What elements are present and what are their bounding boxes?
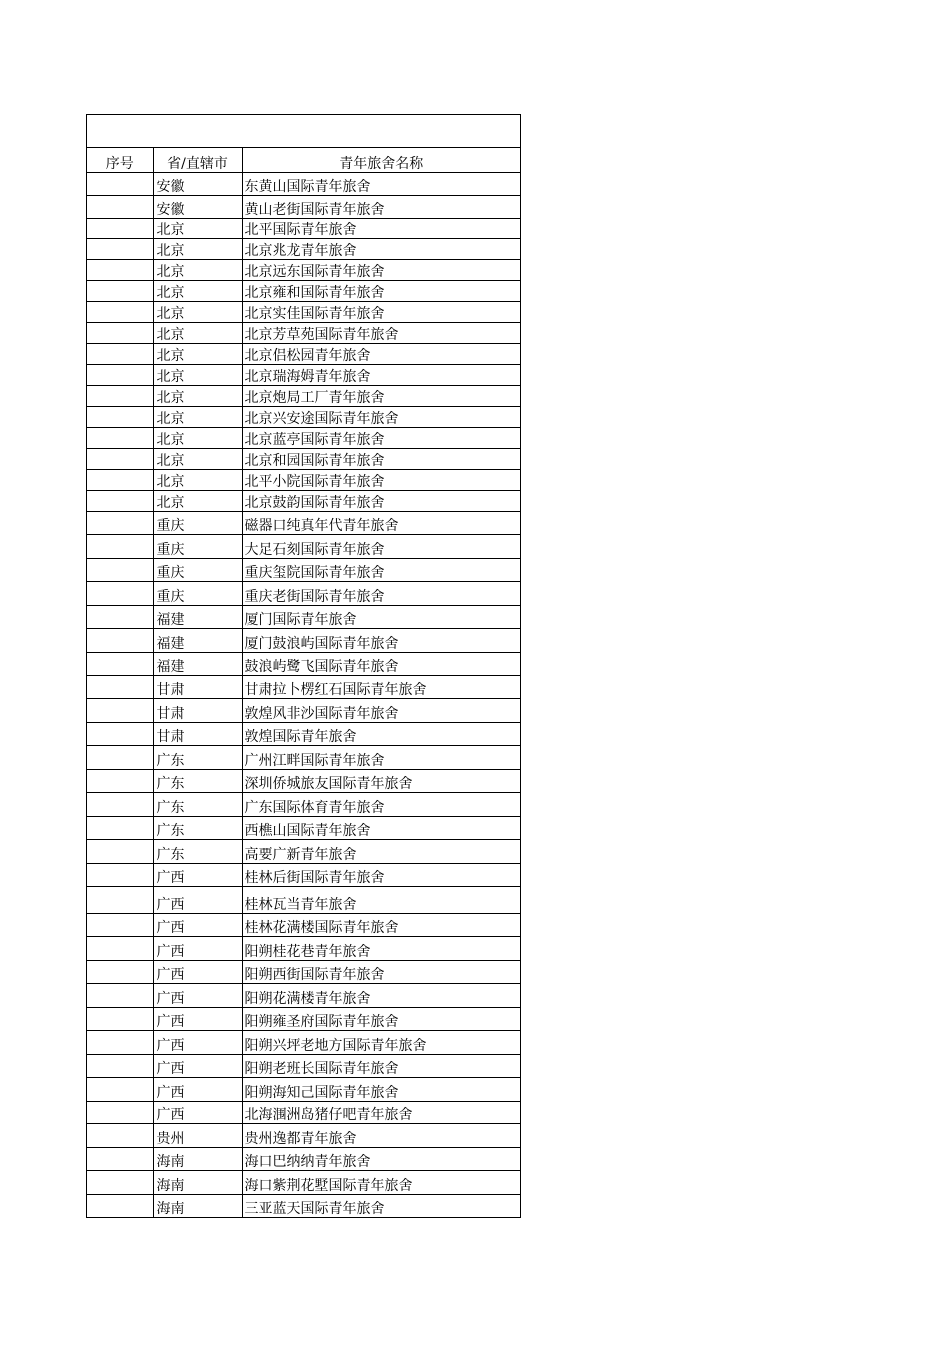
table-body (87, 172, 520, 1217)
table-row (87, 259, 520, 280)
table-row (87, 195, 520, 218)
cell-serial-number (87, 238, 153, 259)
cell-province: 北京 (153, 343, 242, 364)
cell-hostel-name: 重庆老街国际青年旅舍 (242, 581, 520, 605)
table-row (87, 218, 520, 238)
cell-hostel-name: 阳朔兴坪老地方国际青年旅舍 (242, 1030, 520, 1054)
table-row (87, 816, 520, 839)
cell-serial-number (87, 343, 153, 364)
cell-hostel-name: 阳朔海知己国际青年旅舍 (242, 1077, 520, 1101)
cell-province: 广东 (153, 769, 242, 792)
cell-province: 安徽 (153, 195, 242, 218)
table-row (87, 469, 520, 490)
cell-serial-number (87, 469, 153, 490)
cell-province: 北京 (153, 218, 242, 238)
table-row (87, 628, 520, 652)
cell-serial-number (87, 322, 153, 343)
table-row (87, 675, 520, 698)
table-row (87, 983, 520, 1007)
hostel-table (87, 148, 520, 1218)
cell-province: 北京 (153, 322, 242, 343)
cell-province: 北京 (153, 385, 242, 406)
cell-hostel-name: 阳朔雍圣府国际青年旅舍 (242, 1007, 520, 1030)
cell-province: 北京 (153, 301, 242, 322)
cell-serial-number (87, 839, 153, 863)
cell-hostel-name: 东黄山国际青年旅舍 (242, 172, 520, 195)
cell-serial-number (87, 628, 153, 652)
cell-serial-number (87, 1194, 153, 1217)
cell-serial-number (87, 816, 153, 839)
table-row (87, 863, 520, 886)
cell-serial-number (87, 218, 153, 238)
table-row (87, 1194, 520, 1217)
cell-province: 广东 (153, 839, 242, 863)
cell-serial-number (87, 652, 153, 675)
table-row (87, 652, 520, 675)
cell-hostel-name: 北京兴安途国际青年旅舍 (242, 406, 520, 427)
table-row (87, 1123, 520, 1147)
cell-province: 北京 (153, 280, 242, 301)
cell-province: 广西 (153, 863, 242, 886)
cell-hostel-name: 北京实佳国际青年旅舍 (242, 301, 520, 322)
cell-province: 北京 (153, 490, 242, 511)
cell-province: 重庆 (153, 558, 242, 581)
table-row (87, 769, 520, 792)
cell-province: 北京 (153, 469, 242, 490)
cell-hostel-name: 广东国际体育青年旅舍 (242, 792, 520, 816)
cell-hostel-name: 大足石刻国际青年旅舍 (242, 534, 520, 558)
table-row (87, 936, 520, 960)
table-row (87, 1030, 520, 1054)
cell-province: 广东 (153, 745, 242, 769)
cell-serial-number (87, 745, 153, 769)
table-row (87, 698, 520, 722)
cell-hostel-name: 磁器口纯真年代青年旅舍 (242, 511, 520, 534)
cell-province: 福建 (153, 605, 242, 628)
cell-hostel-name: 敦煌国际青年旅舍 (242, 722, 520, 745)
table-row (87, 238, 520, 259)
table-row (87, 364, 520, 385)
table-row (87, 1077, 520, 1101)
cell-hostel-name: 三亚蓝天国际青年旅舍 (242, 1194, 520, 1217)
cell-hostel-name: 桂林瓦当青年旅舍 (242, 886, 520, 913)
cell-hostel-name: 北京和园国际青年旅舍 (242, 448, 520, 469)
table-row (87, 792, 520, 816)
cell-province: 北京 (153, 427, 242, 448)
table-row (87, 490, 520, 511)
cell-province: 广西 (153, 1030, 242, 1054)
cell-serial-number (87, 406, 153, 427)
cell-hostel-name: 北平小院国际青年旅舍 (242, 469, 520, 490)
cell-hostel-name: 北平国际青年旅舍 (242, 218, 520, 238)
cell-serial-number (87, 448, 153, 469)
table-row (87, 385, 520, 406)
cell-serial-number (87, 427, 153, 448)
table-row (87, 605, 520, 628)
cell-province: 北京 (153, 448, 242, 469)
cell-hostel-name: 贵州逸都青年旅舍 (242, 1123, 520, 1147)
cell-hostel-name: 敦煌风非沙国际青年旅舍 (242, 698, 520, 722)
cell-province: 广西 (153, 1077, 242, 1101)
cell-province: 海南 (153, 1147, 242, 1170)
cell-serial-number (87, 1054, 153, 1077)
cell-serial-number (87, 886, 153, 913)
table-row (87, 839, 520, 863)
cell-province: 贵州 (153, 1123, 242, 1147)
cell-province: 重庆 (153, 581, 242, 605)
table-row (87, 301, 520, 322)
cell-hostel-name: 北京炮局工厂青年旅舍 (242, 385, 520, 406)
header-serial-number: 序号 (87, 148, 153, 172)
cell-serial-number (87, 490, 153, 511)
cell-serial-number (87, 960, 153, 983)
cell-hostel-name: 西樵山国际青年旅舍 (242, 816, 520, 839)
cell-serial-number (87, 1030, 153, 1054)
cell-hostel-name: 深圳侨城旅友国际青年旅舍 (242, 769, 520, 792)
table-row (87, 722, 520, 745)
cell-hostel-name: 桂林后街国际青年旅舍 (242, 863, 520, 886)
cell-serial-number (87, 913, 153, 936)
cell-hostel-name: 鼓浪屿鹭飞国际青年旅舍 (242, 652, 520, 675)
cell-hostel-name: 北京蓝亭国际青年旅舍 (242, 427, 520, 448)
cell-province: 海南 (153, 1194, 242, 1217)
cell-serial-number (87, 983, 153, 1007)
cell-province: 重庆 (153, 511, 242, 534)
cell-province: 广东 (153, 792, 242, 816)
cell-serial-number (87, 195, 153, 218)
cell-serial-number (87, 1101, 153, 1123)
table-row (87, 581, 520, 605)
cell-hostel-name: 海口紫荆花墅国际青年旅舍 (242, 1170, 520, 1194)
cell-serial-number (87, 581, 153, 605)
cell-serial-number (87, 722, 153, 745)
cell-hostel-name: 阳朔老班长国际青年旅舍 (242, 1054, 520, 1077)
cell-serial-number (87, 259, 153, 280)
cell-serial-number (87, 1007, 153, 1030)
cell-hostel-name: 厦门国际青年旅舍 (242, 605, 520, 628)
cell-province: 福建 (153, 652, 242, 675)
cell-serial-number (87, 698, 153, 722)
cell-serial-number (87, 364, 153, 385)
cell-hostel-name: 北京芳草苑国际青年旅舍 (242, 322, 520, 343)
cell-province: 广西 (153, 1054, 242, 1077)
cell-serial-number (87, 534, 153, 558)
cell-province: 北京 (153, 238, 242, 259)
cell-hostel-name: 厦门鼓浪屿国际青年旅舍 (242, 628, 520, 652)
cell-province: 甘肃 (153, 698, 242, 722)
cell-hostel-name: 重庆玺院国际青年旅舍 (242, 558, 520, 581)
cell-province: 广西 (153, 886, 242, 913)
cell-hostel-name: 北京瑞海姆青年旅舍 (242, 364, 520, 385)
cell-serial-number (87, 863, 153, 886)
table-row (87, 343, 520, 364)
header-province: 省/直辖市 (153, 148, 242, 172)
table-row (87, 511, 520, 534)
cell-province: 广西 (153, 936, 242, 960)
cell-serial-number (87, 936, 153, 960)
cell-hostel-name: 高要广新青年旅舍 (242, 839, 520, 863)
cell-province: 北京 (153, 259, 242, 280)
table-row (87, 1007, 520, 1030)
cell-hostel-name: 黄山老街国际青年旅舍 (242, 195, 520, 218)
cell-serial-number (87, 675, 153, 698)
table-row (87, 427, 520, 448)
cell-hostel-name: 北京鼓韵国际青年旅舍 (242, 490, 520, 511)
cell-province: 海南 (153, 1170, 242, 1194)
header-hostel-name: 青年旅舍名称 (242, 148, 520, 172)
table-row (87, 534, 520, 558)
table-row (87, 1170, 520, 1194)
cell-hostel-name: 阳朔西街国际青年旅舍 (242, 960, 520, 983)
cell-serial-number (87, 1170, 153, 1194)
cell-serial-number (87, 792, 153, 816)
cell-hostel-name: 海口巴纳纳青年旅舍 (242, 1147, 520, 1170)
cell-serial-number (87, 172, 153, 195)
cell-province: 安徽 (153, 172, 242, 195)
cell-hostel-name: 广州江畔国际青年旅舍 (242, 745, 520, 769)
cell-hostel-name: 北京兆龙青年旅舍 (242, 238, 520, 259)
cell-serial-number (87, 280, 153, 301)
table-row (87, 280, 520, 301)
cell-hostel-name: 阳朔花满楼青年旅舍 (242, 983, 520, 1007)
table-row (87, 960, 520, 983)
cell-serial-number (87, 1077, 153, 1101)
cell-hostel-name: 桂林花满楼国际青年旅舍 (242, 913, 520, 936)
cell-province: 广西 (153, 913, 242, 936)
table-row (87, 448, 520, 469)
table-row (87, 1101, 520, 1123)
table-title-row (87, 115, 520, 148)
table-row (87, 406, 520, 427)
hostel-table-sheet (86, 114, 521, 1218)
table-row (87, 886, 520, 913)
table-row (87, 172, 520, 195)
cell-serial-number (87, 385, 153, 406)
cell-hostel-name: 北京远东国际青年旅舍 (242, 259, 520, 280)
cell-hostel-name: 甘肃拉卜楞红石国际青年旅舍 (242, 675, 520, 698)
table-row (87, 322, 520, 343)
cell-province: 广西 (153, 1101, 242, 1123)
cell-serial-number (87, 1123, 153, 1147)
cell-serial-number (87, 1147, 153, 1170)
cell-province: 重庆 (153, 534, 242, 558)
cell-hostel-name: 北京雍和国际青年旅舍 (242, 280, 520, 301)
table-row (87, 1147, 520, 1170)
table-row (87, 1054, 520, 1077)
cell-province: 广西 (153, 983, 242, 1007)
cell-serial-number (87, 558, 153, 581)
cell-province: 福建 (153, 628, 242, 652)
header-row (87, 148, 520, 172)
cell-province: 北京 (153, 364, 242, 385)
cell-province: 广西 (153, 960, 242, 983)
cell-province: 北京 (153, 406, 242, 427)
cell-province: 甘肃 (153, 722, 242, 745)
cell-serial-number (87, 605, 153, 628)
cell-hostel-name: 阳朔桂花巷青年旅舍 (242, 936, 520, 960)
cell-hostel-name: 北海涠洲岛猪仔吧青年旅舍 (242, 1101, 520, 1123)
cell-serial-number (87, 769, 153, 792)
table-row (87, 558, 520, 581)
table-row (87, 745, 520, 769)
cell-hostel-name: 北京侣松园青年旅舍 (242, 343, 520, 364)
table-row (87, 913, 520, 936)
cell-serial-number (87, 301, 153, 322)
cell-province: 甘肃 (153, 675, 242, 698)
cell-province: 广西 (153, 1007, 242, 1030)
cell-serial-number (87, 511, 153, 534)
cell-province: 广东 (153, 816, 242, 839)
